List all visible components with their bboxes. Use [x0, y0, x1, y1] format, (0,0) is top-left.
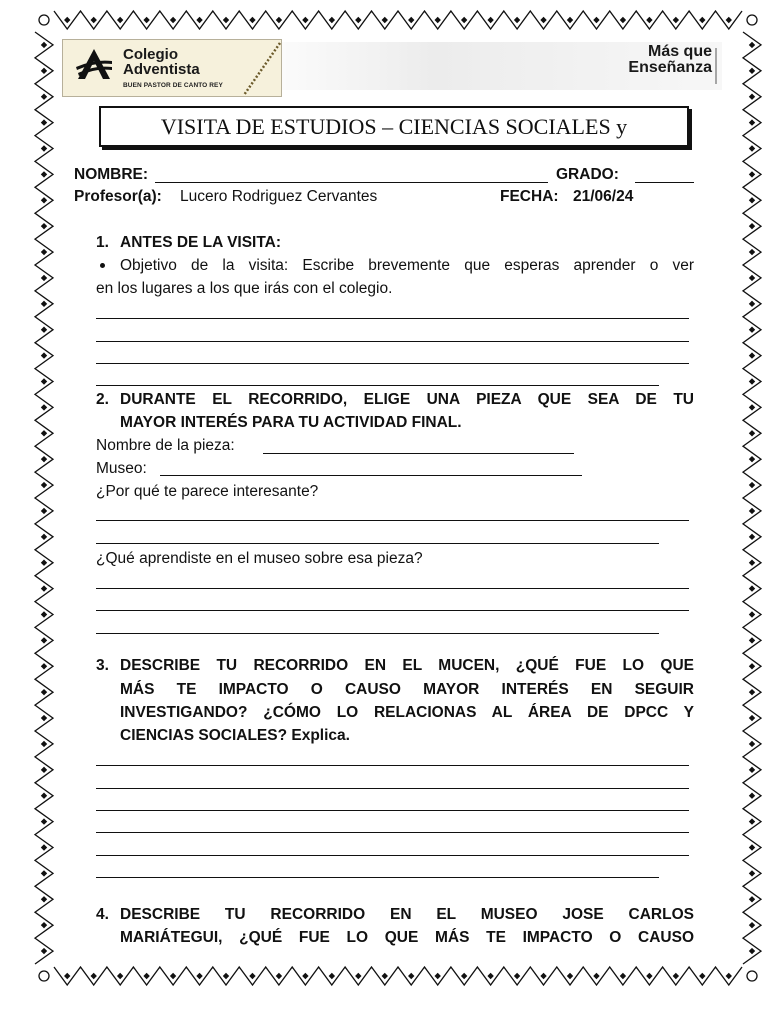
border-diamond-icon [41, 327, 47, 333]
border-diamond-icon [143, 973, 149, 979]
border-diamond-icon [749, 793, 755, 799]
border-diamond-icon [620, 17, 626, 23]
border-diamond-icon [41, 689, 47, 695]
slogan [596, 44, 712, 76]
border-diamond-icon [749, 637, 755, 643]
border-diamond-icon [567, 17, 573, 23]
border-diamond-icon [41, 948, 47, 954]
school-name-line2: Adventista [123, 61, 200, 78]
border-diamond-icon [749, 534, 755, 540]
section2-heading-line2: MAYOR INTERÉS PARA TU ACTIVIDAD FINAL. [120, 414, 462, 431]
section4-line2: MARIÁTEGUI, ¿QUÉ FUE LO QUE MÁS TE IMPACTO O CAUSO [120, 929, 694, 946]
answer-line[interactable] [96, 543, 659, 544]
border-diamond-icon [329, 973, 335, 979]
border-diamond-icon [408, 17, 414, 23]
border-diamond-icon [749, 378, 755, 384]
school-name-line1: Colegio [123, 46, 178, 63]
answer-line[interactable] [96, 588, 689, 589]
border-diamond-icon [276, 17, 282, 23]
school-logo-icon [74, 47, 114, 81]
border-diamond-icon [302, 17, 308, 23]
answer-line[interactable] [96, 341, 689, 342]
border-diamond-icon [41, 275, 47, 281]
border-diamond-icon [64, 17, 70, 23]
border-diamond-icon [749, 145, 755, 151]
border-diamond-icon [434, 17, 440, 23]
border-diamond-icon [540, 973, 546, 979]
border-diamond-icon [749, 42, 755, 48]
border-diamond-icon [749, 223, 755, 229]
border-corner-icon [39, 971, 49, 981]
border-diamond-icon [749, 119, 755, 125]
border-diamond-icon [673, 973, 679, 979]
border-diamond-icon [41, 42, 47, 48]
border-diamond-icon [749, 715, 755, 721]
border-diamond-icon [41, 767, 47, 773]
border-diamond-icon [41, 301, 47, 307]
border-diamond-icon [41, 715, 47, 721]
border-diamond-icon [41, 404, 47, 410]
border-diamond-icon [487, 973, 493, 979]
section1-heading: ANTES DE LA VISITA: [120, 234, 282, 251]
teacher-value: Lucero Rodriguez Cervantes [180, 188, 378, 205]
border-diamond-icon [699, 17, 705, 23]
border-diamond-icon [749, 818, 755, 824]
section3-line4: CIENCIAS SOCIALES? Explica. [120, 727, 350, 744]
answer-line[interactable] [96, 788, 689, 789]
border-diamond-icon [64, 973, 70, 979]
border-diamond-icon [749, 430, 755, 436]
border-diamond-icon [223, 17, 229, 23]
section2-number: 2. [96, 391, 109, 408]
name-label: NOMBRE: [74, 166, 149, 183]
section2-heading-line1: DURANTE EL RECORRIDO, ELIGE UNA PIEZA QUE SEA DE TU [120, 391, 694, 408]
border-diamond-icon [41, 844, 47, 850]
border-zigzag [54, 967, 742, 985]
border-diamond-icon [514, 17, 520, 23]
section3-line2: MÁS TE IMPACTO O CAUSO MAYOR INTERÉS EN SEGUIR [120, 681, 694, 698]
border-diamond-icon [41, 793, 47, 799]
border-diamond-icon [749, 327, 755, 333]
border-diamond-icon [41, 223, 47, 229]
border-diamond-icon [90, 17, 96, 23]
border-diamond-icon [117, 973, 123, 979]
border-diamond-icon [41, 611, 47, 617]
answer-line[interactable] [96, 520, 689, 521]
border-diamond-icon [41, 896, 47, 902]
border-diamond-icon [749, 948, 755, 954]
border-diamond-icon [620, 973, 626, 979]
border-diamond-icon [170, 17, 176, 23]
border-corner-icon [747, 971, 757, 981]
border-diamond-icon [41, 456, 47, 462]
border-diamond-icon [461, 17, 467, 23]
border-diamond-icon [749, 94, 755, 100]
museum-label: Museo: [96, 460, 147, 477]
section3-line3: INVESTIGANDO? ¿CÓMO LO RELACIONAS AL ÁREA DE DPCC Y [120, 704, 694, 721]
school-name [123, 47, 200, 77]
answer-line[interactable] [96, 877, 659, 878]
section1-bullet-line2: en los lugares a los que irás con el colegio. [96, 280, 393, 297]
answer-line[interactable] [96, 385, 659, 386]
border-diamond-icon [749, 275, 755, 281]
border-diamond-icon [749, 585, 755, 591]
border-diamond-icon [593, 973, 599, 979]
border-diamond-icon [749, 560, 755, 566]
border-diamond-icon [117, 17, 123, 23]
date-label: FECHA: [500, 188, 559, 205]
school-subtitle: BUEN PASTOR DE CANTO REY [123, 82, 223, 89]
border-diamond-icon [302, 973, 308, 979]
answer-line[interactable] [96, 810, 689, 811]
border-diamond-icon [196, 17, 202, 23]
answer-line[interactable] [96, 832, 689, 833]
border-diamond-icon [726, 973, 732, 979]
border-diamond-icon [514, 973, 520, 979]
grade-label: GRADO: [556, 166, 619, 183]
teacher-label: Profesor(a): [74, 188, 162, 205]
border-diamond-icon [749, 741, 755, 747]
border-diamond-icon [749, 301, 755, 307]
border-diamond-icon [540, 17, 546, 23]
border-diamond-icon [749, 197, 755, 203]
border-diamond-icon [749, 767, 755, 773]
piece-blank[interactable] [263, 453, 574, 454]
piece-label: Nombre de la pieza: [96, 437, 235, 454]
border-diamond-icon [41, 145, 47, 151]
border-diamond-icon [41, 68, 47, 74]
border-diamond-icon [355, 17, 361, 23]
border-diamond-icon [143, 17, 149, 23]
border-diamond-icon [749, 611, 755, 617]
border-diamond-icon [749, 689, 755, 695]
border-diamond-icon [434, 973, 440, 979]
border-diamond-icon [646, 17, 652, 23]
border-diamond-icon [329, 17, 335, 23]
border-diamond-icon [749, 249, 755, 255]
title-box [99, 106, 689, 147]
section4-number: 4. [96, 906, 109, 923]
border-diamond-icon [249, 973, 255, 979]
border-diamond-icon [196, 973, 202, 979]
border-diamond-icon [223, 973, 229, 979]
border-diamond-icon [749, 68, 755, 74]
border-diamond-icon [41, 818, 47, 824]
answer-line[interactable] [96, 363, 689, 364]
section3-number: 3. [96, 657, 109, 674]
border-zigzag [54, 11, 742, 29]
border-diamond-icon [646, 973, 652, 979]
section1-bullet-line1: Objetivo de la visita: Escribe brevemente que esperas aprender o ver [120, 257, 694, 274]
border-diamond-icon [355, 973, 361, 979]
border-diamond-icon [41, 197, 47, 203]
logo-ribbon-icon [236, 41, 286, 97]
border-diamond-icon [726, 17, 732, 23]
border-diamond-icon [487, 17, 493, 23]
border-diamond-icon [749, 482, 755, 488]
answer-line[interactable] [96, 855, 689, 856]
border-diamond-icon [41, 378, 47, 384]
border-diamond-icon [41, 560, 47, 566]
border-diamond-icon [408, 973, 414, 979]
border-diamond-icon [382, 973, 388, 979]
border-diamond-icon [749, 870, 755, 876]
border-diamond-icon [749, 663, 755, 669]
border-diamond-icon [41, 870, 47, 876]
page-title: VISITA DE ESTUDIOS – CIENCIAS SOCIALES y [160, 114, 628, 139]
border-diamond-icon [249, 17, 255, 23]
border-diamond-icon [90, 973, 96, 979]
border-diamond-icon [41, 352, 47, 358]
grade-blank[interactable] [635, 182, 694, 183]
date-value: 21/06/24 [573, 188, 634, 205]
border-diamond-icon [276, 973, 282, 979]
section1-number: 1. [96, 234, 109, 251]
border-diamond-icon [41, 430, 47, 436]
border-diamond-icon [699, 973, 705, 979]
border-corner-icon [747, 15, 757, 25]
border-diamond-icon [41, 249, 47, 255]
section3-line1: DESCRIBE TU RECORRIDO EN EL MUCEN, ¿QUÉ FUE LO QUE [120, 657, 694, 674]
border-diamond-icon [673, 17, 679, 23]
border-diamond-icon [41, 585, 47, 591]
border-diamond-icon [461, 973, 467, 979]
border-diamond-icon [749, 352, 755, 358]
border-diamond-icon [41, 534, 47, 540]
bullet-icon [100, 263, 105, 268]
border-diamond-icon [749, 404, 755, 410]
border-diamond-icon [41, 741, 47, 747]
border-diamond-icon [170, 973, 176, 979]
border-diamond-icon [749, 896, 755, 902]
border-diamond-icon [41, 171, 47, 177]
question-why: ¿Por qué te parece interesante? [96, 483, 319, 500]
museum-blank[interactable] [160, 475, 582, 476]
border-diamond-icon [749, 922, 755, 928]
border-diamond-icon [567, 973, 573, 979]
border-diamond-icon [41, 637, 47, 643]
border-diamond-icon [41, 482, 47, 488]
slogan-line2: Enseñanza [628, 59, 712, 76]
border-diamond-icon [749, 171, 755, 177]
answer-line[interactable] [96, 633, 659, 634]
section4-line1: DESCRIBE TU RECORRIDO EN EL MUSEO JOSE CARLOS [120, 906, 694, 923]
border-diamond-icon [41, 508, 47, 514]
border-diamond-icon [41, 922, 47, 928]
border-diamond-icon [593, 17, 599, 23]
name-blank[interactable] [155, 182, 548, 183]
slogan-line1: Más que [647, 43, 712, 60]
answer-line[interactable] [96, 765, 689, 766]
border-corner-icon [39, 15, 49, 25]
border-diamond-icon [382, 17, 388, 23]
border-diamond-icon [749, 844, 755, 850]
border-diamond-icon [749, 508, 755, 514]
border-diamond-icon [41, 663, 47, 669]
question-learned: ¿Qué aprendiste en el museo sobre esa pieza? [96, 550, 423, 567]
answer-line[interactable] [96, 610, 689, 611]
border-diamond-icon [41, 119, 47, 125]
answer-line[interactable] [96, 318, 689, 319]
border-diamond-icon [749, 456, 755, 462]
border-diamond-icon [41, 94, 47, 100]
